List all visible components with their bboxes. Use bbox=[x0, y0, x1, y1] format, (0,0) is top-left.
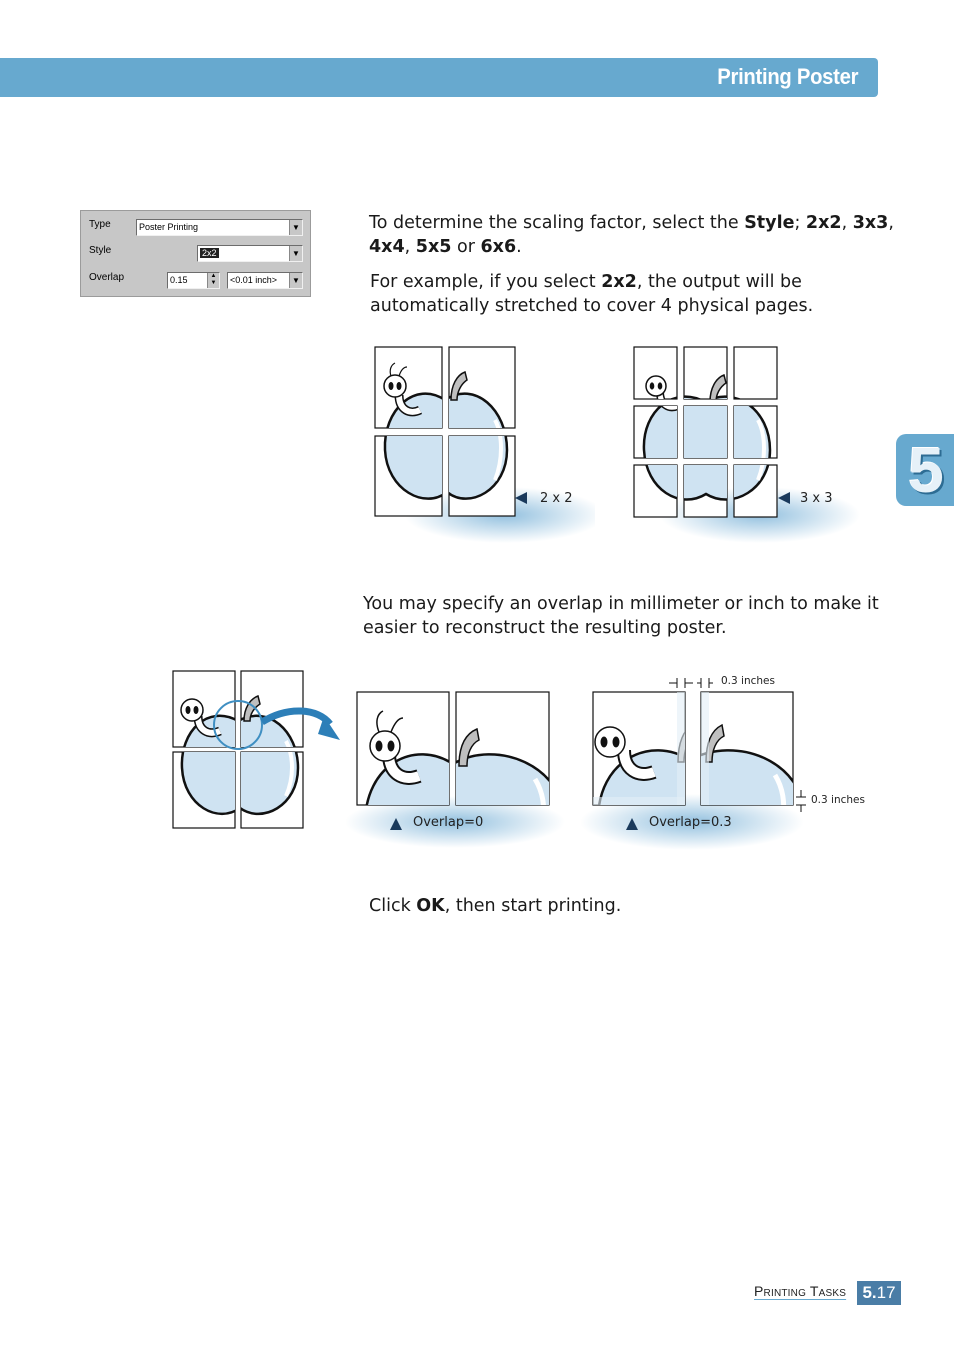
chevron-down-icon[interactable]: ▼ bbox=[289, 220, 302, 235]
page-title: Printing Poster bbox=[717, 64, 858, 89]
text: ; bbox=[794, 213, 806, 233]
style-label: Style bbox=[89, 245, 112, 256]
bold-5x5: 5x5 bbox=[415, 237, 452, 257]
label-inches-side: 0.3 inches bbox=[811, 794, 865, 806]
overlap-label: Overlap bbox=[89, 272, 125, 283]
bold-6x6: 6x6 bbox=[480, 237, 517, 257]
text: or bbox=[451, 237, 481, 257]
label-overlap-point3: Overlap=0.3 bbox=[649, 815, 732, 830]
dimension-marker-side bbox=[796, 790, 806, 812]
figure-overlap-source bbox=[168, 666, 348, 834]
text: To determine the scaling factor, select the bbox=[369, 213, 745, 233]
bold-2x2: 2x2 bbox=[805, 213, 842, 233]
paragraph-click-ok bbox=[369, 894, 909, 918]
page-chapter: 5. bbox=[862, 1283, 877, 1302]
text: , bbox=[888, 213, 894, 233]
spinner-icon[interactable]: ▲ ▼ bbox=[207, 273, 219, 288]
label-inches-top: 0.3 inches bbox=[721, 675, 775, 687]
overlap-unit-select[interactable] bbox=[227, 272, 303, 289]
text: , the output will be bbox=[636, 272, 802, 292]
page-number-badge bbox=[857, 1281, 901, 1305]
overlap-unit-value: <0.01 inch> bbox=[230, 275, 278, 285]
chapter-tab bbox=[896, 434, 954, 506]
bold-4x4: 4x4 bbox=[369, 237, 405, 257]
type-label: Type bbox=[89, 219, 111, 230]
overlap-margin bbox=[701, 692, 709, 805]
label-overlap-zero: Overlap=0 bbox=[413, 815, 484, 830]
bold-ok: OK bbox=[416, 896, 445, 916]
text: , bbox=[841, 213, 853, 233]
overlap-margin bbox=[677, 692, 685, 805]
text: , bbox=[404, 237, 416, 257]
style-select[interactable] bbox=[197, 245, 303, 262]
figure-2x2 bbox=[355, 340, 595, 550]
paragraph-overlap bbox=[363, 592, 903, 640]
chevron-down-icon[interactable]: ▼ bbox=[289, 273, 302, 288]
dimension-marker-top bbox=[669, 678, 713, 688]
header-bar bbox=[0, 58, 878, 97]
text: Click bbox=[369, 896, 417, 916]
paragraph-style-options bbox=[369, 211, 909, 259]
label-3x3: 3 x 3 bbox=[800, 491, 833, 506]
poster-settings-dialog bbox=[80, 210, 311, 297]
page bbox=[684, 347, 727, 399]
bold-style: Style bbox=[744, 213, 795, 233]
text: automatically stretched to cover 4 physical pages. bbox=[370, 296, 814, 316]
label-2x2: 2 x 2 bbox=[540, 491, 573, 506]
overlap-margin bbox=[593, 797, 685, 805]
type-value: Poster Printing bbox=[139, 222, 199, 232]
chapter-number: 5 bbox=[908, 434, 944, 506]
overlap-input[interactable] bbox=[167, 272, 220, 289]
style-value: 2x2 bbox=[202, 248, 217, 258]
text: easier to reconstruct the resulting poster. bbox=[363, 618, 727, 638]
text: For example, if you select bbox=[370, 272, 602, 292]
text: , then start printing. bbox=[444, 896, 622, 916]
chevron-down-icon[interactable]: ▼ bbox=[289, 246, 302, 261]
type-select[interactable] bbox=[136, 219, 303, 236]
poster-pages bbox=[375, 347, 515, 516]
text: . bbox=[516, 237, 522, 257]
bold-2x2: 2x2 bbox=[601, 272, 637, 292]
figure-3x3 bbox=[620, 340, 860, 550]
page-num: 17 bbox=[876, 1283, 896, 1302]
footer-section-title: Printing Tasks bbox=[754, 1283, 847, 1299]
overlap-value: 0.15 bbox=[170, 275, 188, 285]
paragraph-example bbox=[370, 270, 910, 318]
page bbox=[734, 347, 777, 399]
bold-3x3: 3x3 bbox=[852, 213, 889, 233]
text: You may specify an overlap in millimeter or inch to make it bbox=[363, 594, 879, 614]
